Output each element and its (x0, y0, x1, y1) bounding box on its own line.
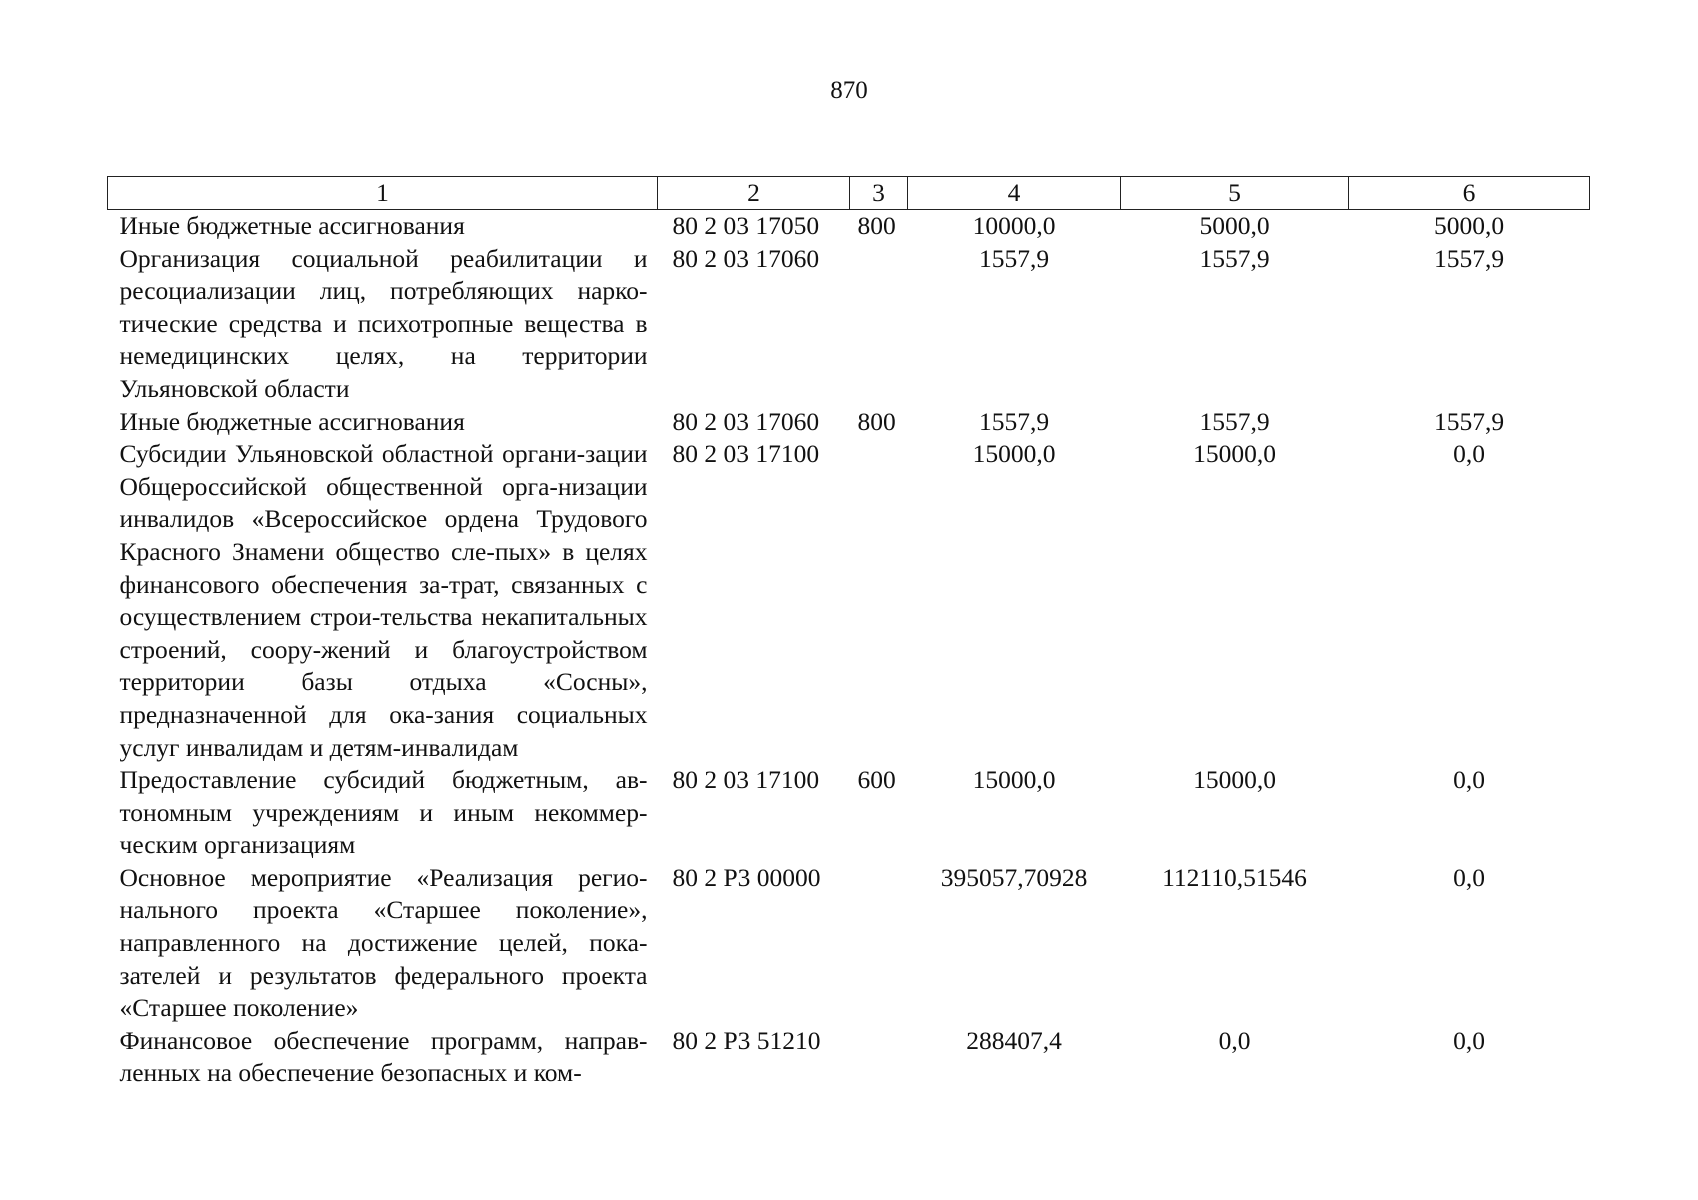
row-expense-type-cell (850, 438, 908, 764)
row-name-cell: Основное мероприятие «Реализация регио-нального проекта «Старшее поколение», направленного на достижение целей, пока-зателей и результатов федерального проекта «Старшее поколение» (119, 862, 648, 1023)
row-value-4-cell: 395057,70928 (940, 862, 1088, 892)
row-value-6-cell: 1557,9 (1433, 406, 1505, 436)
row-name-cell: Иные бюджетные ассигнования (119, 211, 465, 240)
row-code-cell: 80 2 03 17100 (672, 765, 820, 795)
row-name-cell: Предоставление субсидий бюджетным, ав-тономным учреждениям и иным некоммер-ческим организациям (119, 765, 648, 860)
row-code-cell: 80 2 03 17100 (672, 439, 820, 469)
row-value-5-cell: 15000,0 (1193, 765, 1276, 795)
budget-table (107, 176, 1590, 1090)
table-header-row (108, 177, 1590, 210)
row-name-cell: Субсидии Ульяновской областной органи-зации Общероссийской общественной орга-низации инвалидов «Всероссийское ордена Трудового Красного Знамени общество сле-пых» в целях финансового обеспечения за-трат, связанных с осуществлением строи-тельства некапитальных строений, соору-жений и благоустройством территории базы отдыха «Сосны», предназначенной для ока-зания социальных услуг инвалидам и детям-инвалидам (119, 439, 648, 762)
row-value-4-cell: 1557,9 (978, 406, 1050, 436)
row-value-4-cell: 15000,0 (972, 439, 1056, 469)
row-value-5-cell: 112110,51546 (1162, 862, 1307, 892)
column-header-6: 6 (1349, 177, 1590, 210)
row-expense-type-cell: 800 (857, 406, 896, 436)
row-value-4-cell: 288407,4 (966, 1025, 1062, 1055)
row-code-cell: 80 2 03 17060 (672, 406, 820, 436)
row-value-5-cell: 1557,9 (1199, 243, 1270, 273)
row-value-4-cell: 1557,9 (978, 243, 1050, 273)
row-expense-type-cell: 800 (857, 211, 896, 240)
table-row (108, 210, 1590, 243)
row-value-6-cell: 0,0 (1453, 765, 1485, 795)
row-value-4-cell: 10000,0 (972, 211, 1056, 240)
row-code-cell: 80 2 P3 51210 (672, 1025, 821, 1055)
column-header-3: 3 (850, 177, 908, 210)
column-header-5: 5 (1121, 177, 1349, 210)
row-value-5-cell: 5000,0 (1199, 211, 1270, 240)
table-row (108, 1025, 1590, 1090)
row-code-cell: 80 2 03 17050 (672, 211, 820, 240)
row-expense-type-cell (850, 1025, 908, 1090)
table-row (108, 862, 1590, 1025)
row-value-5-cell: 15000,0 (1193, 439, 1276, 469)
column-header-2: 2 (658, 177, 850, 210)
row-name-cell: Финансовое обеспечение программ, направ-ленных на обеспечение безопасных и ком- (119, 1025, 648, 1088)
row-name-cell: Иные бюджетные ассигнования (119, 406, 465, 436)
table-row (108, 406, 1590, 439)
row-expense-type-cell (850, 243, 908, 406)
row-code-cell: 80 2 03 17060 (672, 243, 820, 273)
row-value-6-cell: 0,0 (1453, 1025, 1485, 1055)
page-number: 870 (830, 77, 868, 104)
row-value-5-cell: 0,0 (1218, 1025, 1251, 1055)
row-value-6-cell: 0,0 (1453, 439, 1485, 469)
column-header-1: 1 (108, 177, 658, 210)
row-expense-type-cell (850, 862, 908, 1025)
row-value-6-cell: 1557,9 (1433, 243, 1505, 273)
row-code-cell: 80 2 P3 00000 (672, 862, 821, 892)
column-header-4: 4 (908, 177, 1121, 210)
row-expense-type-cell: 600 (857, 765, 896, 795)
table-row (108, 243, 1590, 406)
row-value-5-cell: 1557,9 (1199, 406, 1270, 436)
row-value-4-cell: 15000,0 (972, 765, 1056, 795)
row-value-6-cell: 0,0 (1453, 862, 1485, 892)
row-name-cell: Организация социальной реабилитации и ресоциализации лиц, потребляющих нарко-тические средства и психотропные вещества в немедицинских целях, на территории Ульяновской области (119, 243, 648, 403)
table-row (108, 764, 1590, 862)
row-value-6-cell: 5000,0 (1433, 211, 1505, 240)
table-row (108, 438, 1590, 764)
